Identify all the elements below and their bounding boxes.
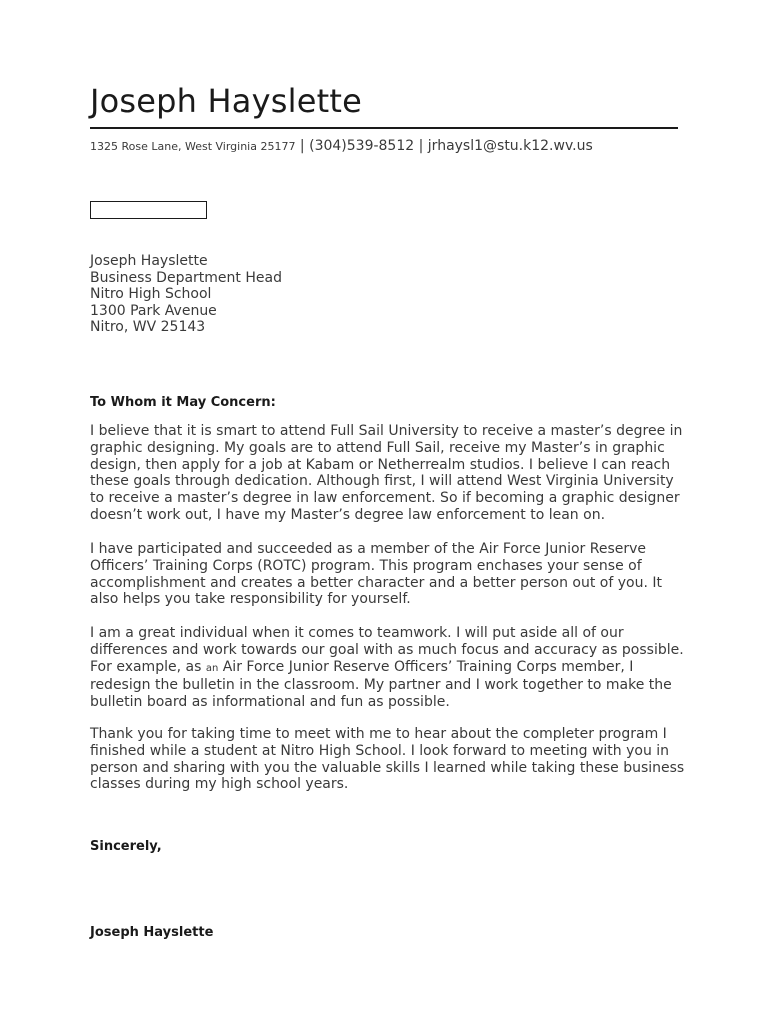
closing: Sincerely, [90, 839, 162, 854]
paragraph-3-small-word: an [205, 662, 219, 674]
header-divider [90, 127, 678, 129]
sender-name: Joseph Hayslette [90, 82, 362, 120]
salutation: To Whom it May Concern: [90, 395, 276, 410]
signature-name: Joseph Hayslette [90, 925, 214, 940]
sender-phone: (304)539-8512 [309, 138, 415, 154]
recipient-line: Business Department Head [90, 269, 282, 286]
recipient-line: Nitro, WV 25143 [90, 319, 206, 336]
contact-line [90, 138, 593, 154]
body-paragraph-3 [90, 625, 690, 711]
recipient-block [90, 253, 282, 336]
recipient-line: 1300 Park Avenue [90, 302, 217, 319]
sender-email: jrhaysl1@stu.k12.wv.us [427, 138, 593, 154]
body-paragraph-2: I have participated and succeeded as a member of the Air Force Junior Reserve Officers’ Training Corps (ROTC) program. This program enchases your sense of accomplishment and creates a better character and a better person out of you. It also helps you take responsibility for yourself. [90, 541, 662, 608]
date-field[interactable] [90, 201, 207, 219]
recipient-line: Joseph Hayslette [90, 253, 208, 269]
paragraph-3-text: I am a great individual when it comes to teamwork. I will put aside all of our differences and work towards our goal with as much focus and accuracy as possible. For example, as [90, 625, 684, 675]
body-paragraph-4: Thank you for taking time to meet with me to hear about the completer program I finished while a student at Nitro High School. I look forward to meeting with you in person and sharing with you the valuable skills I learned while taking these business classes during my high school years. [90, 726, 685, 793]
body-paragraph-1: I believe that it is smart to attend Full Sail University to receive a master’s degree in graphic designing. My goals are to attend Full Sail, receive my Master’s in graphic design, then apply for a job at Kabam or Netherrealm studios. I believe I can reach these goals through dedication. Although first, I will attend West Virginia University to receive a master’s degree in law enforcement. So if becoming a graphic designer doesn’t work out, I have my Master’s degree law enforcement to lean on. [90, 423, 683, 523]
recipient-line: Nitro High School [90, 286, 212, 303]
contact-separator: | [414, 138, 428, 154]
sender-address: 1325 Rose Lane, West Virginia 25177 [90, 140, 296, 153]
contact-separator: | [295, 138, 310, 154]
paragraph-3-text: Air Force Junior Reserve Officers’ Training Corps member, I redesign the bulletin in the classroom. My partner and I work together to make the bulletin board as informational and fun as possible. [90, 658, 672, 711]
